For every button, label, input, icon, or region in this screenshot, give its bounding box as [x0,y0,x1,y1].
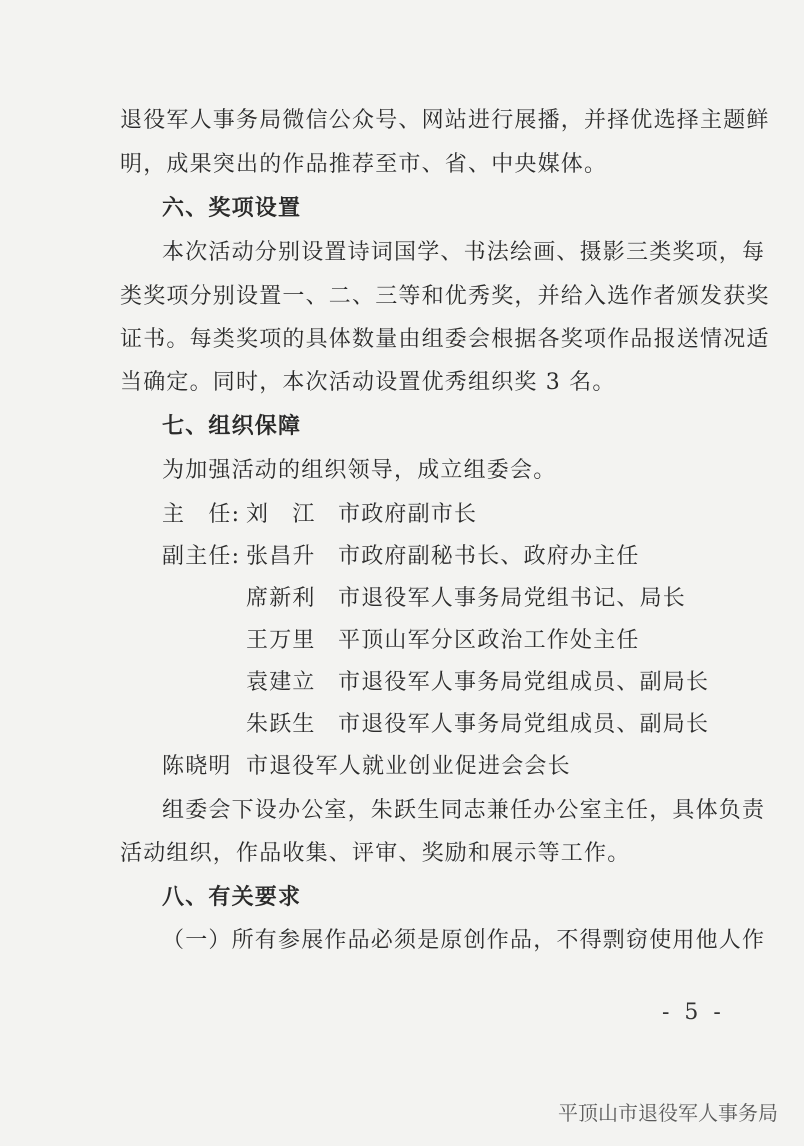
committee-role: 副主任: [162,544,241,569]
committee-name: 朱跃生 [246,712,316,737]
committee-title: 市退役军人事务局党组书记、局长 [338,586,687,611]
committee-title: 市退役军人事务局党组成员、副局长 [338,670,710,695]
committee-title: 市政府副秘书长、政府办主任 [338,544,640,569]
paragraph-line: 当确定。同时，本次活动设置优秀组织奖 3 名。 [120,370,616,395]
paragraph-line: 类奖项分别设置一、二、三等和优秀奖，并给入选作者颁发获奖 [120,284,770,309]
paragraph-line: 活动组织，作品收集、评审、奖励和展示等工作。 [120,841,631,866]
section-heading-awards: 六、奖项设置 [162,196,302,221]
committee-name: 王万里 [246,628,316,653]
committee-name: 袁建立 [246,670,316,695]
paragraph-line: 组委会下设办公室，朱跃生同志兼任办公室主任，具体负责 [162,798,766,823]
publisher-watermark: 平顶山市退役军人事务局 [558,1101,778,1125]
committee-title: 市退役军人就业创业促进会会长 [246,754,571,779]
committee-name: 陈晓明 [162,754,232,779]
paragraph-line: 退役军人事务局微信公众号、网站进行展播，并择优选择主题鲜 [120,108,770,133]
committee-role: 主 任: [162,502,241,527]
section-heading-requirements: 八、有关要求 [162,885,302,910]
paragraph-line: 本次活动分别设置诗词国学、书法绘画、摄影三类奖项，每 [162,240,766,265]
paragraph-line: 为加强活动的组织领导，成立组委会。 [162,458,557,483]
committee-name: 刘 江 [246,502,316,527]
paragraph-line: （一）所有参展作品必须是原创作品，不得剽窃使用他人作 [162,928,766,953]
committee-name: 席新利 [246,586,316,611]
paragraph-line: 证书。每类奖项的具体数量由组委会根据各奖项作品报送情况适 [120,327,770,352]
page-number: - 5 - [662,1000,725,1025]
committee-title: 市政府副市长 [338,502,478,527]
section-heading-organization: 七、组织保障 [162,414,302,439]
committee-title: 市退役军人事务局党组成员、副局长 [338,712,710,737]
paragraph-line: 明，成果突出的作品推荐至市、省、中央媒体。 [120,152,608,177]
committee-title: 平顶山军分区政治工作处主任 [338,628,640,653]
committee-name: 张昌升 [246,544,316,569]
